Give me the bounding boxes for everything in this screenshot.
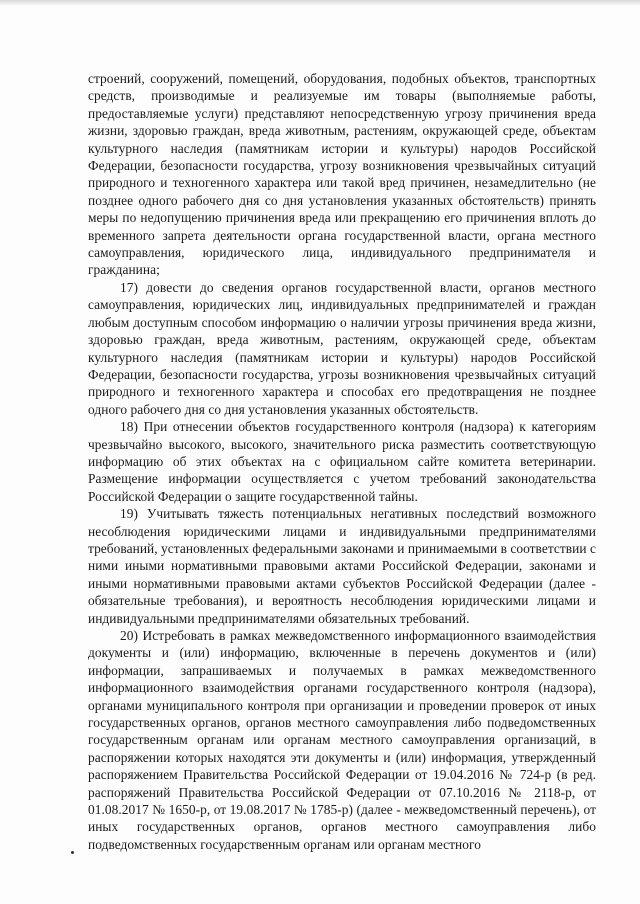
scan-edge: [0, 0, 640, 6]
paragraph-item-18: 18) При отнесении объектов государственного контроля (надзора) к категориям чрезвычайно высокого, высокого, значительного риска разместить соответствующую информацию об этих объектах на с официальном сайте комитета ветеринарии. Размещение информации осуществляется с учетом требований законодательства Российской Федерации о защите государственной тайны.: [88, 419, 596, 504]
paragraph-item-20: 20) Истребовать в рамках межведомственного информационного взаимодействия документы и (или) информацию, включенные в перечень документов и (или) информации, запрашиваемых и получаемых в рамках межведомственного информационного взаимодействия органами государственного контроля (надзора), органами муниципального контроля при организации и проведении проверок от иных государственных органов, органов местного самоуправления либо подведомственных государственным органам или органам местного самоуправления организаций, в распоряжении которых находятся эти документы и (или) информация, утвержденный распоряжением Правительства Российской Федерации от 19.04.2016 № 724-р (в ред. распоряжений Правительства Российской Федерации от 07.10.2016 № 2118-р, от 01.08.2017 № 1650-р, от 19.08.2017 № 1785-р) (далее - межведомственный перечень), от иных государственных органов, органов местного самоуправления либо подведомственных государственным органам или органам местного: [88, 628, 596, 852]
scan-speck: [71, 851, 74, 854]
paragraph-continuation: строений, сооружений, помещений, оборудования, подобных объектов, транспортных средств, производимые и реализуемые им товары (выполняемые работы, предоставляемые услуги) представляют непосредственную угрозу причинения вреда жизни, здоровью граждан, вреда животным, растениям, окружающей среде, объектам культурного наследия (памятникам истории и культуры) народов Российской Федерации, безопасности государства, угрозу возникновения чрезвычайных ситуаций природного и техногенного характера или такой вред причинен, незамедлительно (не позднее одного рабочего дня со дня установления указанных обстоятельств) принять меры по недопущению причинения вреда или прекращению его причинения вплоть до временного запрета деятельности органа государственной власти, органа местного самоуправления, юридического лица, индивидуального предпринимателя и гражданина;: [88, 71, 596, 278]
paragraph-item-19: 19) Учитывать тяжесть потенциальных негативных последствий возможного несоблюдения юридическими лицами и индивидуальными предпринимателями требований, установленных федеральными законами и принимаемыми в соответствии с ними иными нормативными правовыми актами Российской Федерации, законами и иными нормативными правовыми актами субъектов Российской Федерации (далее - обязательные требования), и вероятность несоблюдения юридическими лицами и индивидуальными предпринимателями обязательных требований.: [88, 506, 596, 626]
paragraph-item-17: 17) довести до сведения органов государственной власти, органов местного самоуправления, юридических лиц, индивидуальных предпринимателей и граждан любым доступным способом информацию о наличии угрозы причинения вреда жизни, здоровью граждан, вреда животным, растениям, окружающей среде, объектам культурного наследия (памятникам истории и культуры) народов Российской Федерации, безопасности государства, угрозы возникновения чрезвычайных ситуаций природного и техногенного характера и способах его предотвращения не позднее одного рабочего дня со дня установления указанных обстоятельств.: [88, 279, 596, 417]
